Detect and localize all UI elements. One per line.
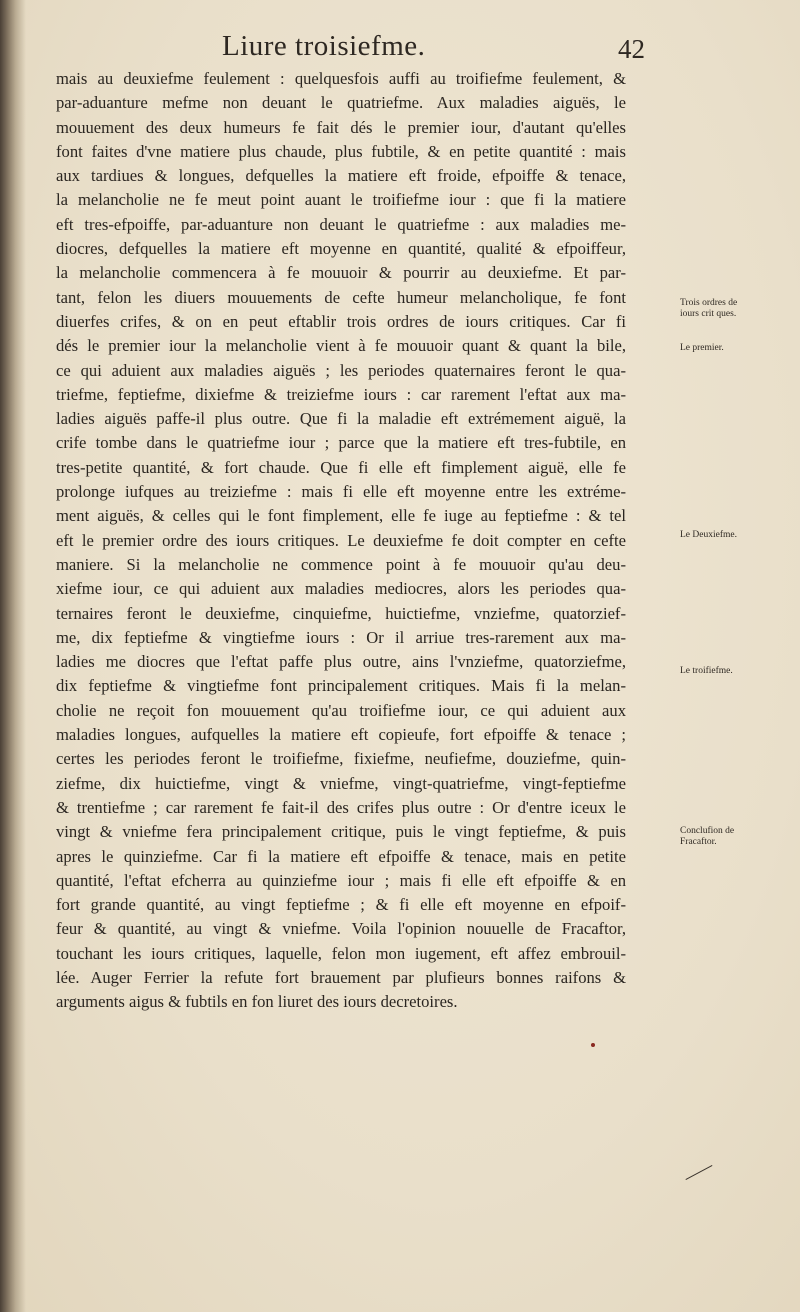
text-line: fort grande quantité, au vingt feptiefme ; & fi elle eft moyenne en efpoif-	[56, 895, 626, 915]
ink-stroke	[685, 1165, 712, 1180]
text-line: la melancholie commencera à fe mouuoir & pourrir au deuxiefme. Et par-	[56, 263, 626, 283]
text-line: ce qui aduient aux maladies aiguës ; les periodes quaternaires feront le qua-	[56, 360, 626, 380]
text-line: certes les periodes feront le troifiefme, fixiefme, neufiefme, douziefme, quin-	[56, 749, 626, 769]
text-line: ladies aiguës paffe-il plus outre. Que fi la maladie eft extrémement aiguë, la	[56, 409, 626, 429]
text-line: la melancholie ne fe meut point auant le troifiefme iour : que fi la matiere	[56, 190, 626, 210]
text-line: crife tombe dans le quatriefme iour ; parce que la matiere eft tres-fubtile, en	[56, 433, 626, 453]
margin-note-conclufion	[680, 826, 770, 848]
text-line: dix feptiefme & vingtiefme font principalement critiques. Mais fi la melan-	[56, 676, 626, 696]
text-line: ternaires feront le deuxiefme, cinquiefme, huictiefme, vnziefme, quatorzief-	[56, 603, 626, 623]
text-line: ziefme, dix huictiefme, vingt & vniefme, vingt-quatriefme, vingt-feptiefme	[56, 773, 626, 793]
text-line: dés le premier iour la melancholie vient à fe mouuoir quant & quant la bile,	[56, 336, 626, 356]
text-line: font faites d'vne matiere plus chaude, plus fubtile, & en petite quantité : mais	[56, 141, 626, 161]
margin-note-troifiefme	[680, 666, 770, 677]
text-line: & trentiefme ; car rarement fe fait-il des crifes plus outre : Or d'entre iceux le	[56, 797, 626, 817]
page-number: 42	[618, 34, 645, 64]
margin-note-line: Conclufion de	[680, 826, 735, 836]
margin-note-trois-ordres	[680, 298, 770, 320]
text-line: apres le quinziefme. Car fi la matiere eft efpoiffe & tenace, mais en petite	[56, 846, 626, 866]
ink-spot	[591, 1043, 595, 1047]
margin-note-deuxiefme	[680, 530, 770, 541]
margin-note-line: Trois ordres de	[680, 298, 738, 308]
text-line: diuerfes crifes, & on en peut eftablir trois ordres de iours critiques. Car fi	[56, 311, 626, 331]
binding-gutter	[0, 0, 26, 1312]
text-line: touchant les iours critiques, laquelle, felon mon iugement, eft affez embrouil-	[56, 943, 626, 963]
text-line: ment aiguës, & celles qui le font fimplement, elle fe iuge au feptiefme : & tel	[56, 506, 626, 526]
text-line: arguments aigus & fubtils en fon liuret des iours decretoires.	[56, 992, 458, 1012]
text-line: cholie ne reçoit fon mouuement qu'au troifiefme iour, ce qui aduient aux	[56, 700, 626, 720]
running-head: Liure troisiefme.	[222, 30, 426, 62]
margin-note-line: Fracaftor.	[680, 837, 717, 847]
margin-note-line: Le premier.	[680, 343, 724, 353]
text-line: vingt & vniefme fera principalement critique, puis le vingt feptiefme, & puis	[56, 822, 626, 842]
text-line: prolonge iufques au treiziefme : mais fi elle eft moyenne entre les extréme-	[56, 482, 626, 502]
text-line: feur & quantité, au vingt & vniefme. Voila l'opinion nouuelle de Fracaftor,	[56, 919, 626, 939]
text-line: quantité, l'eftat efcherra au quinziefme iour ; mais fi elle eft efpoiffe & en	[56, 870, 626, 890]
margin-note-line: iours crit ques.	[680, 309, 737, 319]
margin-note-premier	[680, 343, 770, 354]
text-line: tres-petite quantité, & fort chaude. Que fi elle eft fimplement aiguë, elle fe	[56, 457, 626, 477]
text-line: me, dix feptiefme & vingtiefme iours : Or il arriue tres-rarement aux ma-	[56, 627, 626, 647]
margin-note-line: Le troifiefme.	[680, 666, 733, 676]
text-line: par-aduanture mefme non deuant le quatriefme. Aux maladies aiguës, le	[56, 93, 626, 113]
text-line: diocres, defquelles la matiere eft moyenne en quantité, qualité & efpoiffeur,	[56, 239, 626, 259]
text-line: aux tardiues & longues, defquelles la matiere eft froide, efpoiffe & tenace,	[56, 166, 626, 186]
text-line: mais au deuxiefme feulement : quelquesfois auffi au troifiefme feulement, &	[56, 69, 626, 88]
margin-note-line: Le Deuxiefme.	[680, 530, 737, 540]
text-line: xiefme iour, ce qui aduient aux maladies mediocres, alors les periodes qua-	[56, 579, 626, 599]
body-text	[56, 67, 626, 1015]
text-line: tant, felon les diuers mouuements de cefte humeur melancholique, fe font	[56, 287, 626, 307]
text-line: maniere. Si la melancholie ne commence point à fe mouuoir qu'au deu-	[56, 554, 626, 574]
text-line: ladies me diocres que l'eftat paffe plus outre, ains l'vnziefme, quatorziefme,	[56, 652, 626, 672]
text-line: lée. Auger Ferrier la refute fort brauement par plufieurs bonnes raifons &	[56, 967, 626, 987]
text-line: maladies longues, aufquelles la matiere eft copieufe, fort efpoiffe & tenace ;	[56, 725, 626, 745]
text-line: eft le premier ordre des iours critiques. Le deuxiefme fe doit compter en cefte	[56, 530, 626, 550]
text-line: eft tres-efpoiffe, par-aduanture non deuant le quatriefme : aux maladies me-	[56, 214, 626, 234]
text-line: triefme, feptiefme, dixiefme & treiziefme iours : car rarement l'eftat aux ma-	[56, 384, 626, 404]
text-line: mouuement des deux humeurs fe fait dés le premier iour, d'autant qu'elles	[56, 117, 626, 137]
